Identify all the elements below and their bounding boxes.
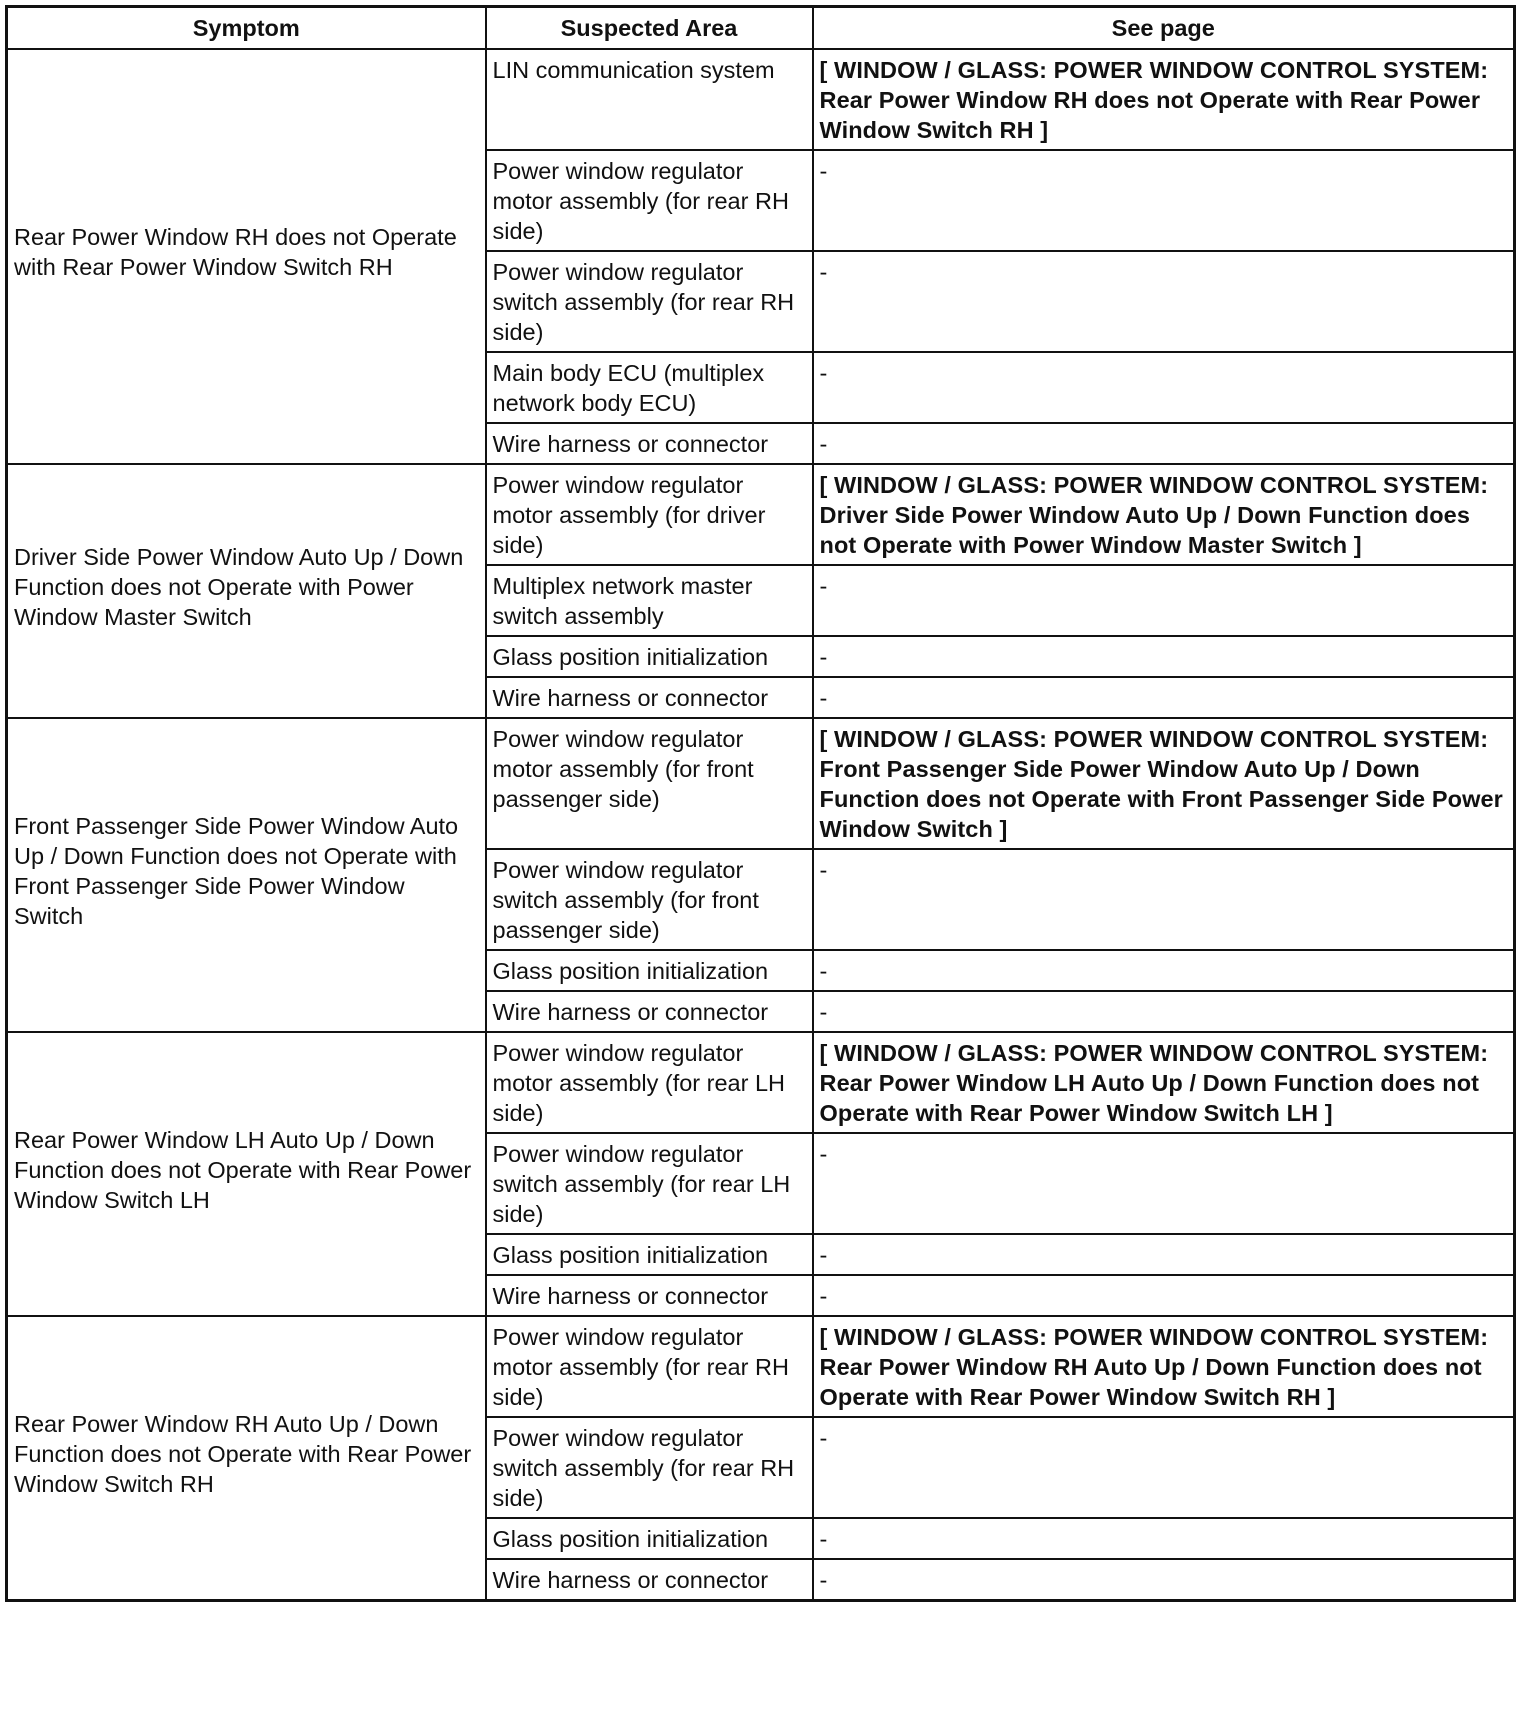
see-page-cell <box>813 49 1515 150</box>
see-page-cell: - <box>813 636 1515 677</box>
see-page-link[interactable]: [ WINDOW / GLASS: POWER WINDOW CONTROL SYSTEM: Rear Power Window RH Auto Up / Down Function does not Operate with Rear Power Window Switch RH ] <box>819 1324 1489 1410</box>
table-row <box>7 464 1515 565</box>
suspected-area-cell: LIN communication system <box>486 49 813 150</box>
see-page-cell: - <box>813 1133 1515 1234</box>
see-page-cell: - <box>813 150 1515 251</box>
see-page-cell: - <box>813 677 1515 718</box>
see-page-cell <box>813 1032 1515 1133</box>
see-page-cell: - <box>813 991 1515 1032</box>
symptom-cell: Rear Power Window RH does not Operate with Rear Power Window Switch RH <box>7 49 486 464</box>
suspected-area-cell: Wire harness or connector <box>486 1275 813 1316</box>
table-row <box>7 1032 1515 1133</box>
suspected-area-cell: Main body ECU (multiplex network body ECU) <box>486 352 813 423</box>
header-row <box>7 7 1515 50</box>
suspected-area-cell: Glass position initialization <box>486 1518 813 1559</box>
suspected-area-cell: Glass position initialization <box>486 636 813 677</box>
see-page-link[interactable]: [ WINDOW / GLASS: POWER WINDOW CONTROL SYSTEM: Front Passenger Side Power Window Auto Up / Down Function does not Operate with Front Passenger Side Power Window Switch ] <box>819 726 1503 842</box>
suspected-area-cell: Glass position initialization <box>486 950 813 991</box>
symptom-cell: Driver Side Power Window Auto Up / Down Function does not Operate with Power Window Master Switch <box>7 464 486 718</box>
see-page-cell: - <box>813 565 1515 636</box>
suspected-area-cell: Wire harness or connector <box>486 991 813 1032</box>
see-page-cell: - <box>813 1559 1515 1601</box>
table-row <box>7 1316 1515 1417</box>
table-row <box>7 718 1515 849</box>
see-page-cell: - <box>813 1417 1515 1518</box>
see-page-cell <box>813 464 1515 565</box>
see-page-cell: - <box>813 849 1515 950</box>
table-row <box>7 49 1515 150</box>
see-page-link[interactable]: [ WINDOW / GLASS: POWER WINDOW CONTROL SYSTEM: Rear Power Window LH Auto Up / Down Function does not Operate with Rear Power Window Switch LH ] <box>819 1040 1489 1126</box>
symptom-table-container <box>5 5 1513 1602</box>
suspected-area-cell: Power window regulator switch assembly (for rear LH side) <box>486 1133 813 1234</box>
suspected-area-cell: Glass position initialization <box>486 1234 813 1275</box>
see-page-cell: - <box>813 251 1515 352</box>
suspected-area-cell: Power window regulator switch assembly (for rear RH side) <box>486 251 813 352</box>
symptom-cell: Rear Power Window LH Auto Up / Down Function does not Operate with Rear Power Window Switch LH <box>7 1032 486 1316</box>
see-page-cell: - <box>813 352 1515 423</box>
header-see-page: See page <box>813 7 1515 50</box>
suspected-area-cell: Wire harness or connector <box>486 1559 813 1601</box>
see-page-link[interactable]: [ WINDOW / GLASS: POWER WINDOW CONTROL SYSTEM: Rear Power Window RH does not Operate with Rear Power Window Switch RH ] <box>819 57 1489 143</box>
see-page-cell: - <box>813 950 1515 991</box>
suspected-area-cell: Power window regulator motor assembly (for rear RH side) <box>486 1316 813 1417</box>
see-page-cell <box>813 1316 1515 1417</box>
header-suspected-area: Suspected Area <box>486 7 813 50</box>
suspected-area-cell: Power window regulator motor assembly (for rear LH side) <box>486 1032 813 1133</box>
see-page-cell: - <box>813 1518 1515 1559</box>
suspected-area-cell: Power window regulator motor assembly (for front passenger side) <box>486 718 813 849</box>
see-page-cell: - <box>813 1234 1515 1275</box>
see-page-link[interactable]: [ WINDOW / GLASS: POWER WINDOW CONTROL SYSTEM: Driver Side Power Window Auto Up / Down Function does not Operate with Power Window Master Switch ] <box>819 472 1489 558</box>
suspected-area-cell: Wire harness or connector <box>486 677 813 718</box>
suspected-area-cell: Wire harness or connector <box>486 423 813 464</box>
suspected-area-cell: Power window regulator switch assembly (for front passenger side) <box>486 849 813 950</box>
suspected-area-cell: Power window regulator switch assembly (for rear RH side) <box>486 1417 813 1518</box>
see-page-cell <box>813 718 1515 849</box>
symptom-cell: Front Passenger Side Power Window Auto Up / Down Function does not Operate with Front Passenger Side Power Window Switch <box>7 718 486 1032</box>
see-page-cell: - <box>813 1275 1515 1316</box>
see-page-cell: - <box>813 423 1515 464</box>
symptom-cell: Rear Power Window RH Auto Up / Down Function does not Operate with Rear Power Window Switch RH <box>7 1316 486 1601</box>
suspected-area-cell: Power window regulator motor assembly (for driver side) <box>486 464 813 565</box>
suspected-area-cell: Power window regulator motor assembly (for rear RH side) <box>486 150 813 251</box>
symptom-table <box>5 5 1516 1602</box>
header-symptom: Symptom <box>7 7 486 50</box>
suspected-area-cell: Multiplex network master switch assembly <box>486 565 813 636</box>
